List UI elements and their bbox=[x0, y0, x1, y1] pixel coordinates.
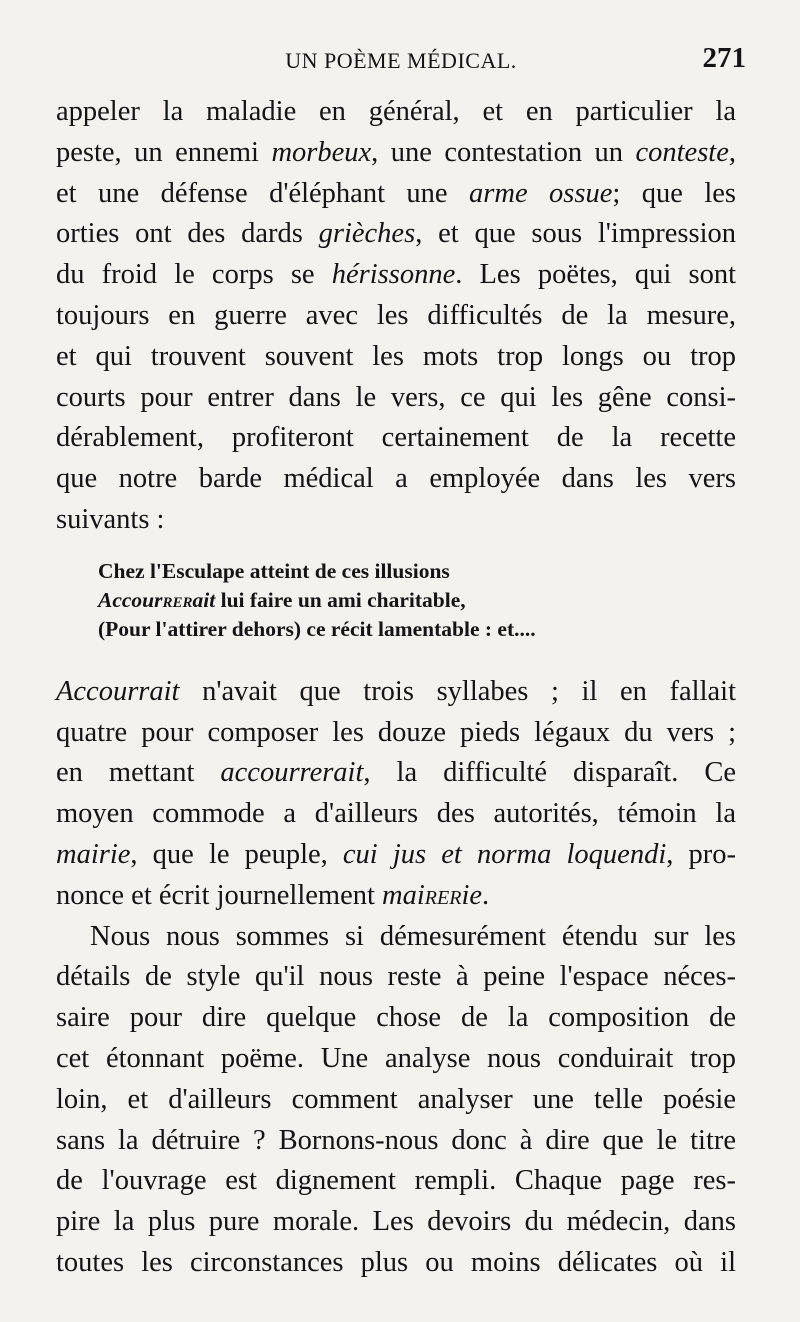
text-line: nonce et écrit journellement mairerie. bbox=[56, 879, 490, 911]
text-line: dérablement, profiteront certainement de la recette bbox=[56, 422, 736, 454]
text-line: toutes les circonstances plus ou moins délicates où il bbox=[56, 1246, 736, 1278]
running-title: UN POÈME MÉDICAL. bbox=[285, 48, 517, 73]
text-line: Accourrait n'avait que trois syllabes ; il en fallait bbox=[56, 675, 736, 707]
text-line: toujours en guerre avec les difficultés de la mesure, bbox=[56, 299, 736, 331]
text-line: appeler la maladie en général, et en particulier la bbox=[56, 96, 736, 127]
text-line: courts pour entrer dans le vers, ce qui les gêne consi- bbox=[56, 381, 736, 413]
running-head bbox=[56, 42, 746, 78]
text-line: loin, et d'ailleurs comment analyser une telle poésie bbox=[56, 1083, 736, 1115]
verse-line: (Pour l'attirer dehors) ce récit lamentable : et.... bbox=[98, 616, 536, 641]
text-line: cet étonnant poëme. Une analyse nous conduirait trop bbox=[56, 1042, 736, 1074]
text-line: orties ont des dards grièches, et que sous l'impression bbox=[56, 218, 736, 250]
text-line: et qui trouvent souvent les mots trop longs ou trop bbox=[56, 340, 736, 372]
text-line: quatre pour composer les douze pieds légaux du vers ; bbox=[56, 716, 736, 748]
text-line: de l'ouvrage est dignement rempli. Chaque page res- bbox=[56, 1165, 736, 1197]
paragraph-1 bbox=[56, 92, 736, 541]
text-line: et une défense d'éléphant une arme ossue; que les bbox=[56, 177, 737, 209]
body-text bbox=[56, 92, 736, 1284]
text-line: détails de style qu'il nous reste à peine l'espace néces- bbox=[56, 961, 736, 993]
verse-line: Accourrerait lui faire un ami charitable, bbox=[98, 587, 466, 612]
text-line: mairie, que le peuple, cui jus et norma loquendi, pro- bbox=[56, 838, 737, 870]
paragraph-3 bbox=[56, 917, 736, 1284]
text-line: que notre barde médical a employée dans les vers bbox=[56, 463, 736, 495]
text-line: peste, un ennemi morbeux, une contestation un conteste, bbox=[56, 136, 736, 168]
text-line: moyen commode a d'ailleurs des autorités, témoin la bbox=[56, 798, 736, 830]
verse-line: Chez l'Esculape atteint de ces illusions bbox=[98, 558, 450, 583]
text-line: en mettant accourrerait, la difficulté disparaît. Ce bbox=[56, 757, 736, 789]
paragraph-2 bbox=[56, 672, 736, 917]
page-number: 271 bbox=[702, 42, 746, 74]
text-line: du froid le corps se hérissonne. Les poëtes, qui sont bbox=[56, 259, 736, 291]
text-line: sans la détruire ? Bornons-nous donc à dire que le titre bbox=[56, 1124, 736, 1156]
text-line: pire la plus pure morale. Les devoirs du médecin, dans bbox=[56, 1206, 736, 1238]
text-line: saire pour dire quelque chose de la composition de bbox=[56, 1002, 736, 1034]
verse-quotation bbox=[98, 557, 736, 644]
text-line: Nous nous sommes si démesurément étendu sur les bbox=[90, 920, 736, 952]
text-line: suivants : bbox=[56, 503, 165, 535]
